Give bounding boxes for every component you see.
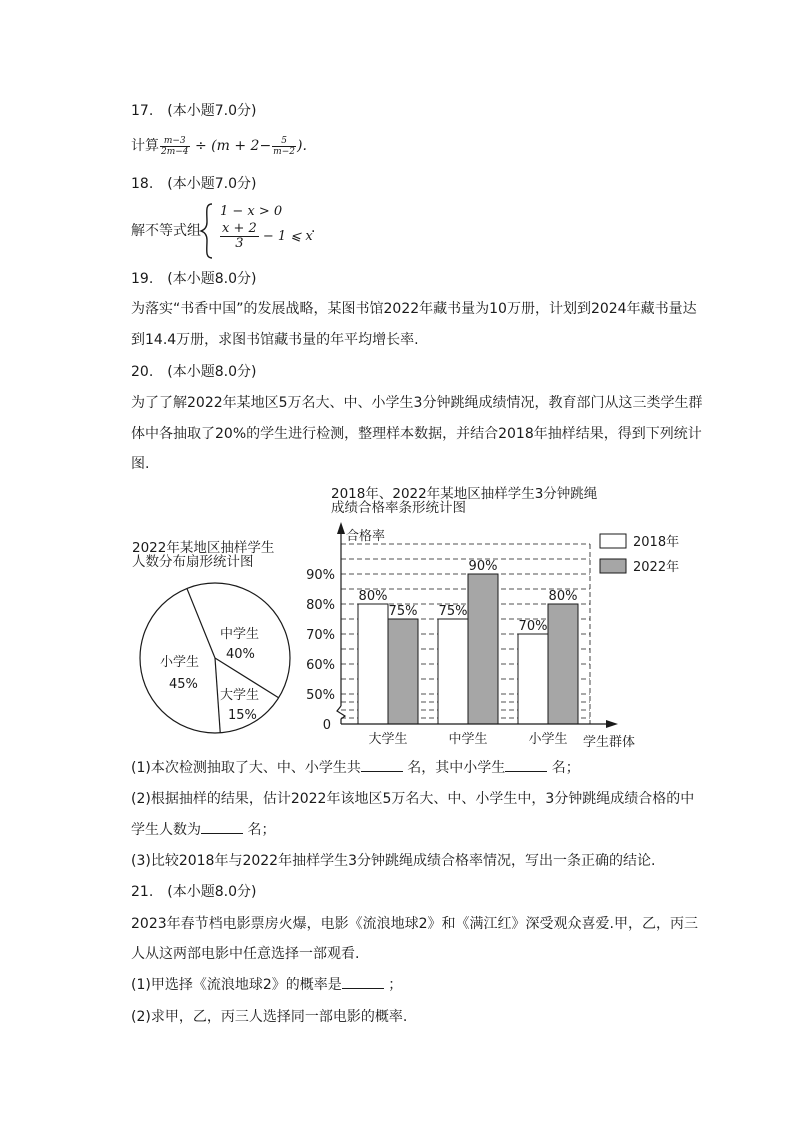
q17-fraction-1: $\frac{m-3}{2m-4}$ [161, 135, 189, 157]
q19-line-1: 为落实“书香中国”的发展战略，某图书馆2022年藏书量为10万册，计划到2024年藏书量达 [131, 301, 697, 317]
pie-value-university: 15% [228, 708, 257, 723]
bar-value-label: 80% [548, 589, 578, 604]
q17-fraction-2: $\frac{5}{m-2}$ [273, 135, 295, 157]
x-axis-arrow [606, 720, 618, 728]
pie-value-middle-school: 40% [226, 647, 255, 662]
q20-sub-2-line-2: 学生人数为 名； [131, 819, 275, 841]
bar-value-label: 90% [468, 559, 498, 574]
q17-header: 17. (本小题7.0分) [131, 103, 257, 119]
pie-label-middle-school: 中学生 [220, 627, 260, 642]
legend-label-2018: 2018年 [633, 535, 680, 550]
q20-sub-3: (3)比较2018年与2022年抽样学生3分钟跳绳成绩合格率情况，写出一条正确的结论. [131, 853, 656, 869]
bar-2018年-中学生 [438, 619, 468, 724]
q17-middle: ÷ (m + 2− [194, 138, 272, 154]
q19-header: 19. (本小题8.0分) [131, 271, 257, 287]
legend-label-2022: 2022年 [633, 560, 680, 575]
q21-sub-2: (2)求甲，乙，丙三人选择同一部电影的概率. [131, 1009, 408, 1025]
bar-y-axis-label: 合格率 [346, 529, 386, 544]
q19-line-2: 到14.4万册，求图书馆藏书量的年平均增长率. [131, 332, 419, 348]
bar-2018年-小学生 [518, 634, 548, 724]
q17-prefix: 计算 [131, 138, 159, 154]
bar-value-label: 70% [518, 619, 548, 634]
bar-value-label: 75% [388, 604, 418, 619]
x-tick-label: 中学生 [448, 732, 488, 747]
q21-sub-1: (1)甲选择《流浪地球2》的概率是 ； [131, 974, 402, 996]
q18-inequality-2: $\frac{x + 2}{3}$ − 1 ⩽ x [222, 221, 313, 251]
y-axis-arrow [337, 522, 345, 534]
bar-2022年-大学生 [388, 619, 418, 724]
bar-value-label: 75% [438, 604, 468, 619]
bar-title-line-2: 成绩合格率条形统计图 [331, 500, 466, 516]
y-tick-label: 80% [306, 598, 335, 613]
q20-blank-primary[interactable] [505, 757, 547, 772]
q18-brace [198, 202, 218, 260]
pie-chart [132, 539, 290, 733]
pie-title-line-1: 2022年某地区抽样学生 [132, 540, 275, 556]
q20-line-3: 图. [131, 456, 150, 472]
bar-value-label: 80% [358, 589, 388, 604]
y-tick-label: 70% [306, 628, 335, 643]
statistics-charts [0, 478, 794, 758]
q18-inequality-1: 1 − x > 0 [220, 204, 283, 219]
y-tick-zero: 0 [322, 718, 331, 733]
legend-swatch-2018 [600, 534, 626, 548]
q21-blank-probability[interactable] [342, 974, 384, 989]
q17-suffix: ). [296, 138, 307, 154]
x-tick-label: 大学生 [368, 732, 408, 747]
y-tick-label: 90% [306, 568, 335, 583]
q18-suffix: . [311, 220, 316, 236]
bar-title-line-1: 2018年、2022年某地区抽样学生3分钟跳绳 [331, 486, 598, 502]
q20-line-2: 体中各抽取了20%的学生进行检测，整理样本数据，并结合2018年抽样结果，得到下列统计 [131, 426, 702, 442]
q21-header: 21. (本小题8.0分) [131, 884, 257, 900]
legend-swatch-2022 [600, 559, 626, 573]
q18-prefix: 解不等式组 [131, 223, 201, 239]
bar-chart [306, 485, 679, 750]
q20-line-1: 为了了解2022年某地区5万名大、中、小学生3分钟跳绳成绩情况，教育部门从这三类学生群 [131, 395, 703, 411]
q21-line-2: 人从这两部电影中任意选择一部观看. [131, 946, 360, 962]
x-tick-label: 小学生 [528, 732, 568, 747]
q21-line-1: 2023年春节档电影票房火爆，电影《流浪地球2》和《满江红》深受观众喜爱.甲，乙，丙三 [131, 916, 698, 932]
pie-value-primary-school: 45% [169, 677, 198, 692]
bar-2022年-小学生 [548, 604, 578, 724]
q17-expression [131, 135, 307, 157]
y-tick-label: 60% [306, 658, 335, 673]
pie-title-line-2: 人数分布扇形统计图 [132, 554, 254, 570]
q20-blank-middle-count[interactable] [201, 819, 243, 834]
q20-header: 20. (本小题8.0分) [131, 364, 257, 380]
q20-sub-2-line-1: (2)根据抽样的结果，估计2022年该地区5万名大、中、小学生中，3分钟跳绳成绩合格的中 [131, 791, 695, 807]
q20-sub-1: (1)本次检测抽取了大、中、小学生共 名，其中小学生 名； [131, 757, 580, 779]
bar-x-axis-label: 学生群体 [583, 735, 636, 750]
y-tick-label: 50% [306, 688, 335, 703]
pie-label-university: 大学生 [220, 688, 260, 703]
pie-label-primary-school: 小学生 [160, 655, 200, 670]
bar-2022年-中学生 [468, 574, 498, 724]
q20-blank-total[interactable] [361, 757, 403, 772]
y-axis-break [337, 706, 345, 724]
q18-header: 18. (本小题7.0分) [131, 176, 257, 192]
bar-2018年-大学生 [358, 604, 388, 724]
